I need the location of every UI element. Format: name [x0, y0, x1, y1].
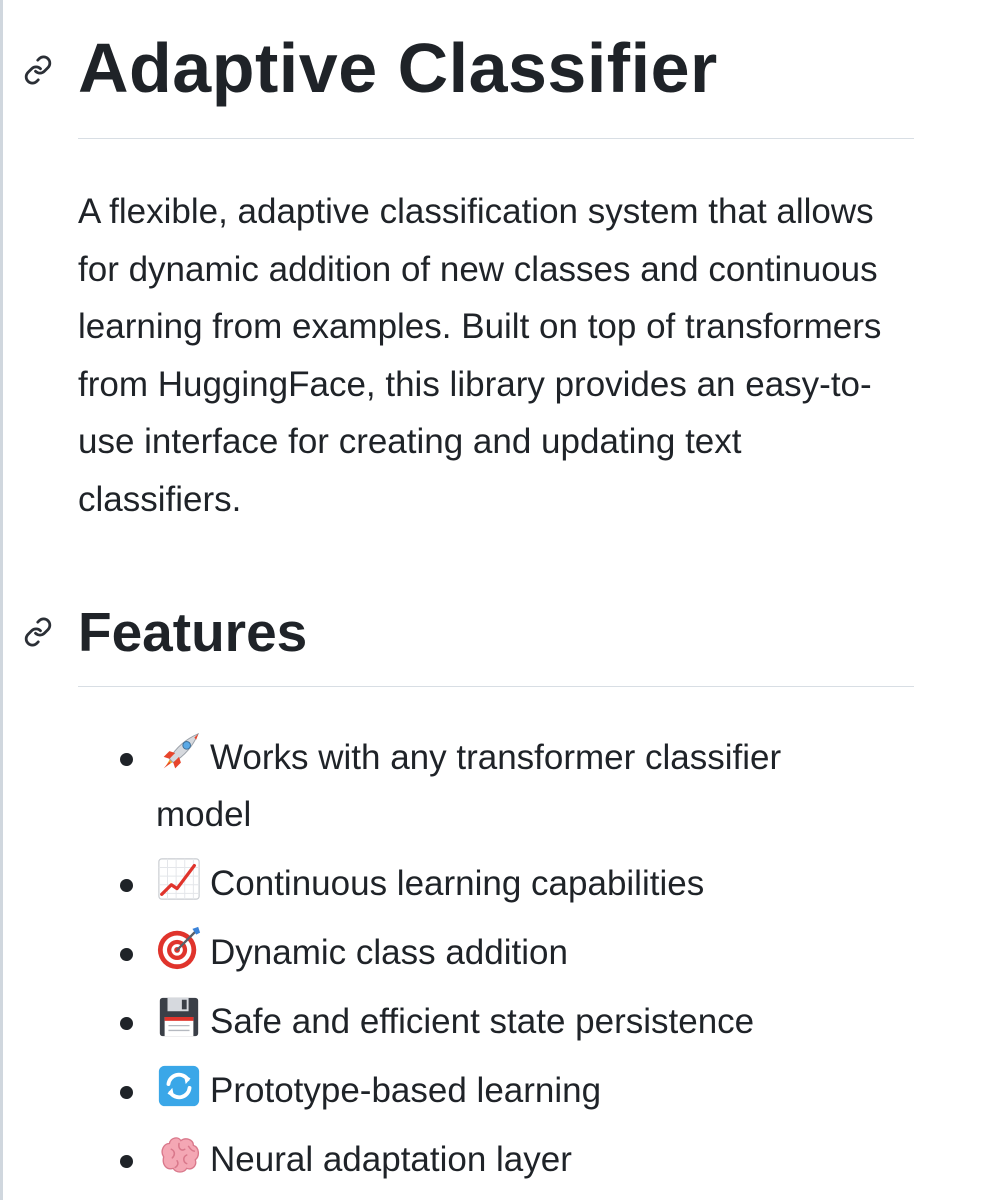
- direct-hit-emoji-icon: [156, 925, 202, 971]
- feature-item: [78, 924, 856, 981]
- title-anchor-link[interactable]: [20, 52, 56, 88]
- feature-text: Safe and efficient state persistence: [210, 1002, 755, 1041]
- bullet-dot: [120, 753, 133, 766]
- features-list: [78, 687, 914, 1188]
- chart-increasing-emoji-icon: [156, 856, 202, 902]
- feature-item: [78, 855, 856, 912]
- brain-emoji-icon: [156, 1132, 202, 1178]
- bullet-dot: [120, 879, 133, 892]
- feature-item: [78, 1062, 856, 1119]
- floppy-disk-emoji-icon: [156, 994, 202, 1040]
- intro-paragraph: A flexible, adaptive classification system that allows for dynamic addition of new classes and continuous learning from examples. Built on top of transformers from HuggingFace, this library provides an easy-to-use interface for creating and updating text classifiers.: [78, 192, 882, 519]
- page-title: [78, 0, 914, 139]
- feature-item: [78, 729, 856, 843]
- bullet-dot: [120, 1086, 133, 1099]
- page-title-text: Adaptive Classifier: [78, 29, 718, 107]
- feature-text: Works with any transformer classifier model: [156, 738, 782, 834]
- feature-text: Dynamic class addition: [210, 933, 568, 972]
- bullet-dot: [120, 1017, 133, 1030]
- feature-text: Continuous learning capabilities: [210, 864, 705, 903]
- link-icon: [23, 55, 53, 85]
- rocket-emoji-icon: [156, 730, 202, 776]
- link-icon: [23, 617, 53, 647]
- features-anchor-link[interactable]: [20, 614, 56, 650]
- feature-text: Neural adaptation layer: [210, 1140, 572, 1179]
- bullet-dot: [120, 948, 133, 961]
- features-heading: [78, 600, 914, 687]
- feature-text: Prototype-based learning: [210, 1071, 602, 1110]
- features-heading-text: Features: [78, 601, 308, 663]
- bullet-dot: [120, 1155, 133, 1168]
- left-border-rule: [0, 0, 3, 1200]
- feature-item: [78, 1131, 856, 1188]
- markdown-body: [78, 0, 914, 1200]
- feature-item: [78, 993, 856, 1050]
- arrows-cycle-emoji-icon: [156, 1063, 202, 1109]
